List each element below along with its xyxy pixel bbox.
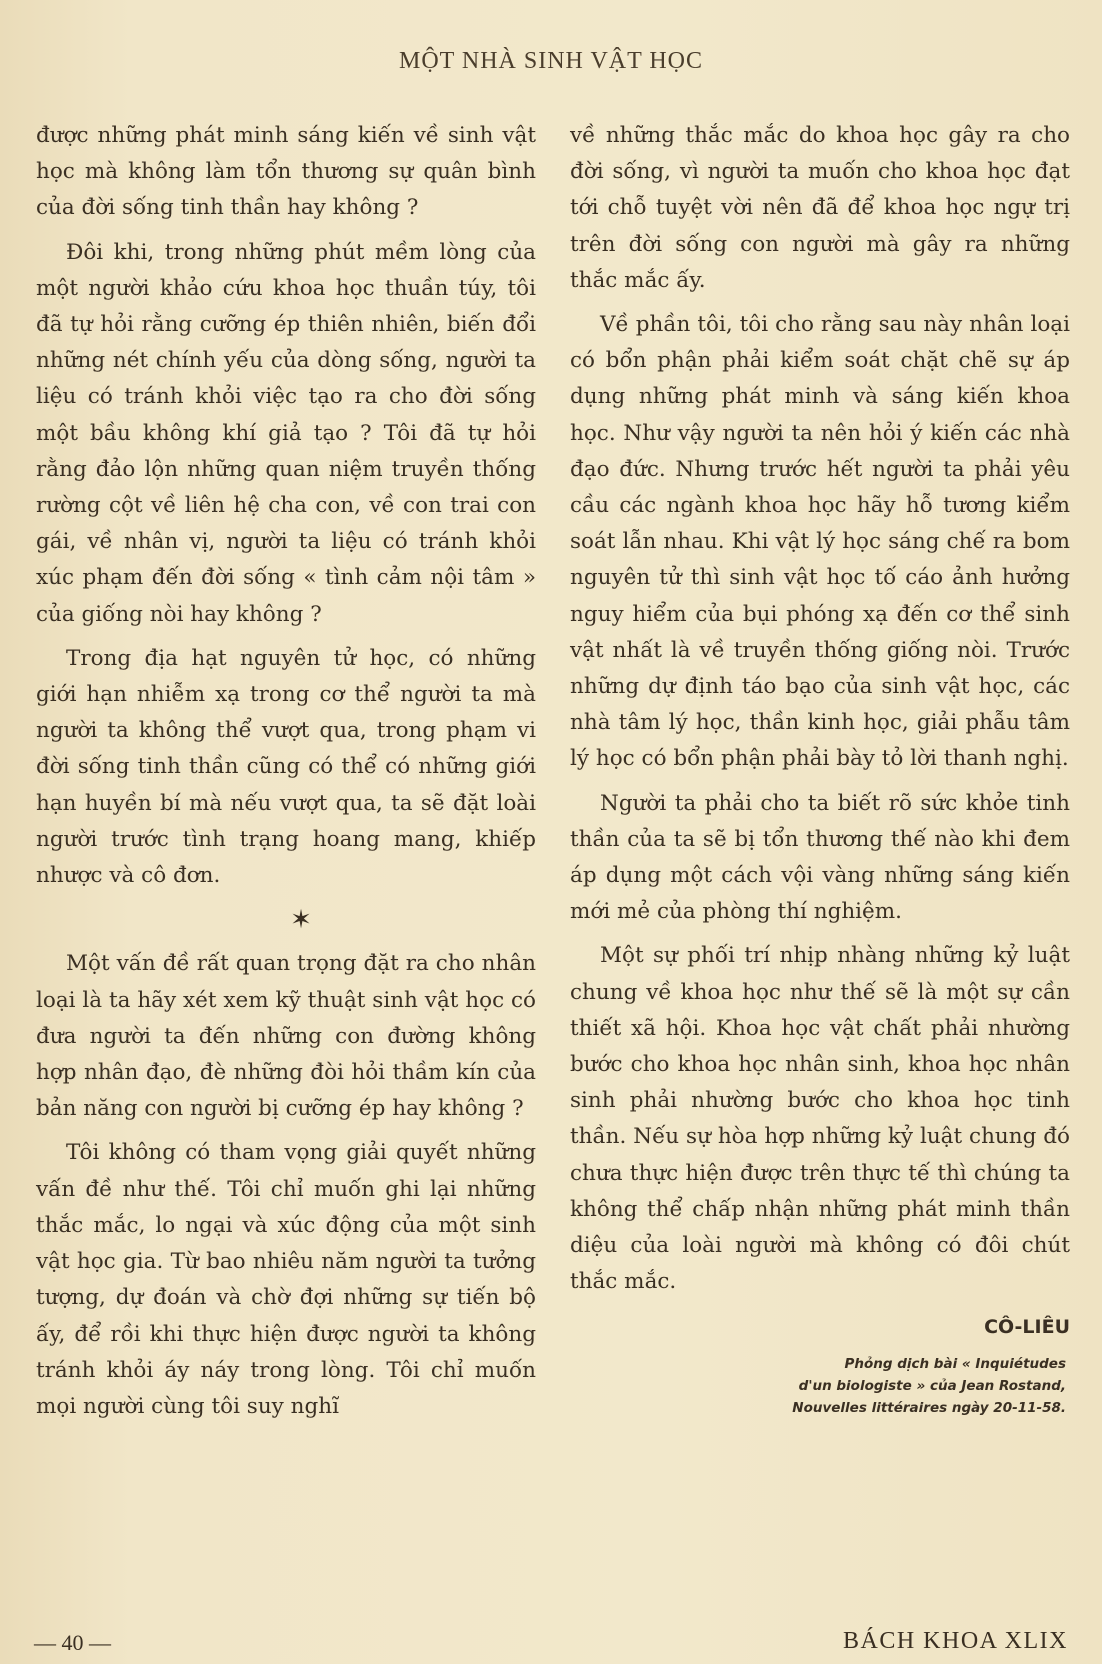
paragraph: Đôi khi, trong những phút mềm lòng của một người khảo cứu khoa học thuần túy, tôi đã tự hỏi rằng cưỡng ép thiên nhiên, biến đổi những nét chính yếu của dòng sống, người ta liệu có tránh khỏi việc tạo ra cho đời sống một bầu không khí giả tạo ? Tôi đã tự hỏi rằng đảo lộn những quan niệm truyền thống rường cột về liên hệ cha con, về con trai con gái, về nhân vị, người ta liệu có tránh khỏi xúc phạm đến đời sống « tình cảm nội tâm » của giống nòi hay không ? <box>36 239 536 627</box>
paragraph: Một vấn đề rất quan trọng đặt ra cho nhân loại là ta hãy xét xem kỹ thuật sinh vật học có đưa người ta đến những con đường không hợp nhân đạo, đè những đòi hỏi thầm kín của bản năng con người bị cưỡng ép hay không ? <box>36 951 536 1122</box>
paragraph: Tôi không có tham vọng giải quyết những vấn đề như thế. Tôi chỉ muốn ghi lại những thắc mắc, lo ngại và xúc động của một sinh vật học gia. Từ bao nhiêu năm người ta tưởng tượng, dự đoán và chờ đợi những sự tiến bộ ấy, để rồi khi thực hiện được người ta không tránh khỏi áy náy trong lòng. Tôi chỉ muốn mọi người cùng tôi suy nghĩ <box>36 1140 536 1419</box>
source-line: Phỏng dịch bài « Inquiétudes <box>844 1355 1066 1372</box>
left-column <box>36 118 536 1433</box>
magazine-name: BÁCH KHOA XLIX <box>843 1628 1068 1654</box>
section-divider-star-icon: ✶ <box>290 905 312 936</box>
paragraph: Trong địa hạt nguyên tử học, có những giới hạn nhiễm xạ trong cơ thể người ta mà người ta không thể vượt qua, trong phạm vi đời sống tinh thần cũng có thể có những giới hạn huyền bí mà nếu vượt qua, ta sẽ đặt loài người trước tình trạng hoang mang, khiếp nhược và cô đơn. <box>36 645 536 889</box>
paragraph: được những phát minh sáng kiến về sinh vật học mà không làm tổn thương sự quân bình của đời sống tinh thần hay không ? <box>36 123 536 221</box>
paragraph: về những thắc mắc do khoa học gây ra cho đời sống, vì người ta muốn cho khoa học đạt tới chỗ tuyệt vời nên đã để khoa học ngự trị trên đời sống con người mà gây ra những thắc mắc ấy. <box>570 123 1070 293</box>
source-line: d'un biologiste » của Jean Rostand, <box>798 1377 1066 1394</box>
author-signature: CÔ-LIÊU <box>984 1315 1070 1338</box>
paragraph: Về phần tôi, tôi cho rằng sau này nhân loại có bổn phận phải kiểm soát chặt chẽ sự áp dụng những phát minh và sáng kiến khoa học. Như vậy người ta nên hỏi ý kiến các nhà đạo đức. Nhưng trước hết người ta phải yêu cầu các ngành khoa học hãy hỗ tương kiểm soát lẫn nhau. Khi vật lý học sáng chế ra bom nguyên tử thì sinh vật học tố cáo ảnh hưởng nguy hiểm của bụi phóng xạ đến cơ thể sinh vật nhất là về truyền thống giống nòi. Trước những dự định táo bạo của sinh vật học, các nhà tâm lý học, thần kinh học, giải phẫu tâm lý học có bổn phận phải bày tỏ lời thanh nghị. <box>570 312 1070 772</box>
source-note <box>570 1353 1066 1419</box>
page-number: — 40 — <box>34 1630 111 1655</box>
paragraph: Một sự phối trí nhịp nhàng những kỷ luật chung về khoa học như thế sẽ là một sự cần thiết xã hội. Khoa học vật chất phải nhường bước cho khoa học nhân sinh, khoa học nhân sinh phải nhường bước cho khoa học tinh thần. Nếu sự hòa hợp những kỷ luật chung đó chưa thực hiện được trên thực tế thì chúng ta không thể chấp nhận những phát minh thần diệu của loài người mà không có đôi chút thắc mắc. <box>570 943 1070 1295</box>
source-line: Nouvelles littéraires ngày 20-11-58. <box>792 1399 1066 1416</box>
paragraph: Người ta phải cho ta biết rõ sức khỏe tinh thần của ta sẽ bị tổn thương thế nào khi đem áp dụng một cách vội vàng những sáng kiến mới mẻ của phòng thí nghiệm. <box>570 790 1070 925</box>
right-column <box>570 118 1070 1419</box>
running-header: MỘT NHÀ SINH VẬT HỌC <box>398 48 704 74</box>
